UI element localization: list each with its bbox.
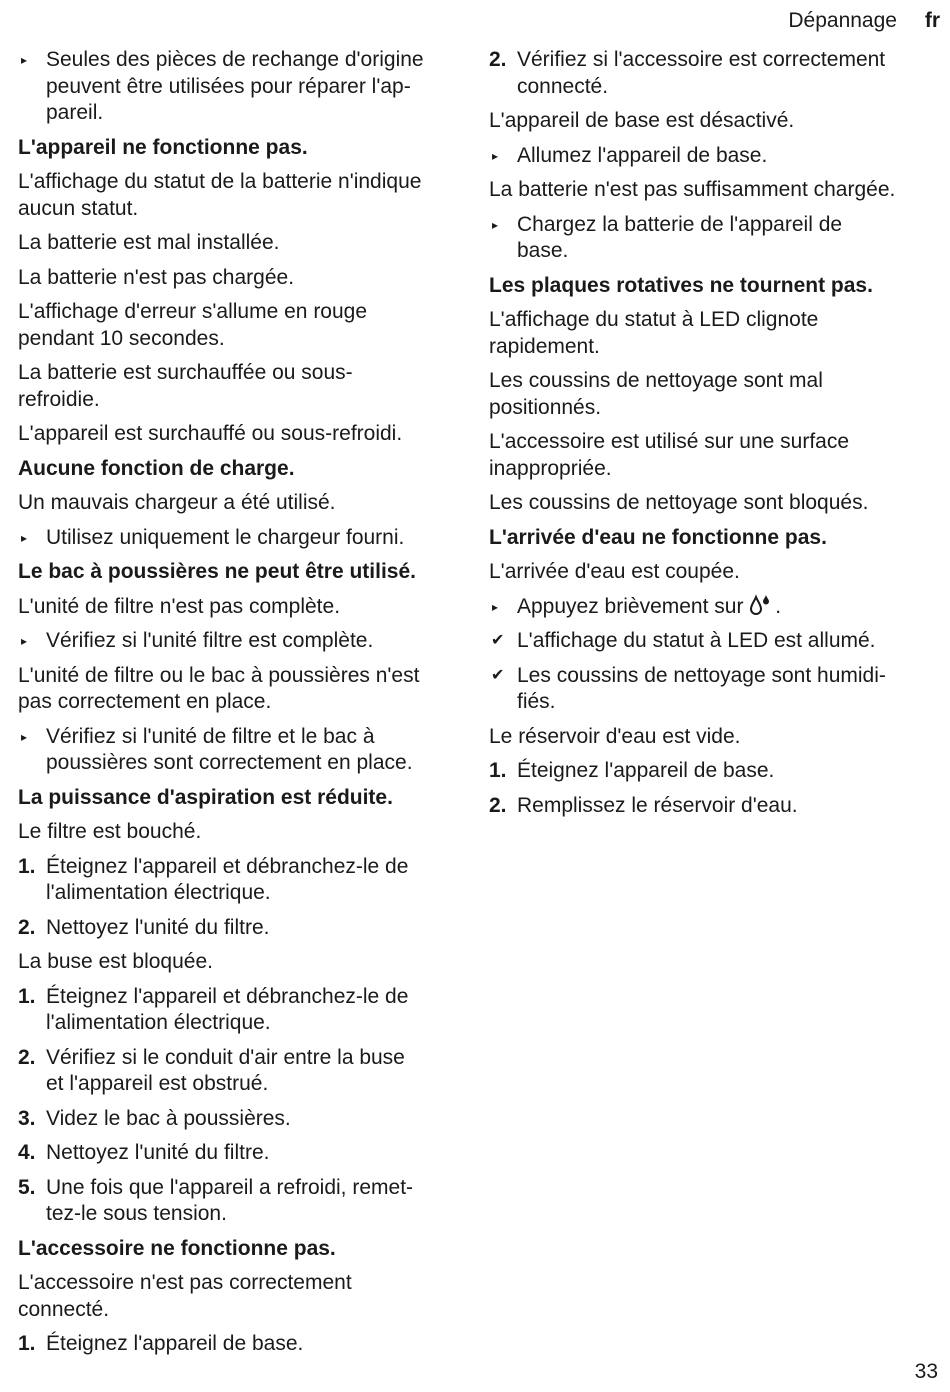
- section-heading: L'accessoire ne fonctionne pas.: [18, 1236, 336, 1260]
- step-number: 1.: [18, 1332, 36, 1355]
- bullet-arrow-icon: ▸: [21, 634, 28, 648]
- item-text: Vérifiez si l'accessoire est correctement connecté.: [517, 48, 886, 98]
- paragraph: L'appareil de base est désactivé.: [489, 109, 795, 132]
- item-text: Éteignez l'appareil de base.: [517, 759, 775, 782]
- left-column: [18, 47, 470, 1366]
- step-number: 1.: [18, 984, 36, 1008]
- step-number: 2.: [18, 1045, 36, 1069]
- step-number: 5.: [18, 1175, 36, 1199]
- right-column: [489, 47, 941, 827]
- bullet-item: [18, 628, 470, 655]
- item-text: Éteignez l'appareil et débranchez-le de l'alimentation électrique.: [46, 854, 409, 904]
- bullet-arrow-icon: ▸: [492, 217, 499, 232]
- step-number: 2.: [489, 48, 507, 71]
- item-text: Remplissez le réservoir d'eau.: [517, 793, 798, 817]
- step-number: 4.: [18, 1141, 36, 1164]
- bullet-item: [489, 143, 941, 170]
- result-item: [489, 663, 941, 716]
- item-text: Vérifiez si l'unité filtre est complète.: [46, 629, 374, 652]
- paragraph: La batterie n'est pas chargée.: [18, 265, 295, 289]
- numbered-step: [489, 793, 941, 820]
- item-text: Allumez l'appareil de base.: [517, 143, 768, 167]
- checkmark-icon: ✔: [491, 632, 505, 649]
- section-heading: Les plaques rotatives ne tournent pas.: [489, 273, 873, 297]
- paragraph: Un mauvais chargeur a été utilisé.: [18, 491, 336, 514]
- item-text: Éteignez l'appareil de base.: [46, 1332, 304, 1355]
- bullet-item: [18, 47, 470, 127]
- paragraph: Les coussins de nettoyage sont bloqués.: [489, 491, 869, 514]
- item-text: Seules des pièces de rechange d'origine peuvent être utilisées pour réparer l'ap- pareil.: [46, 48, 424, 124]
- step-number: 2.: [18, 915, 36, 939]
- paragraph: L'accessoire est utilisé sur une surface inappropriée.: [489, 430, 850, 480]
- item-text: Videz le bac à poussières.: [46, 1106, 291, 1130]
- section-title: Dépannage: [788, 9, 897, 32]
- result-item: [489, 628, 941, 655]
- item-text: Chargez la batterie de l'appareil de base.: [517, 212, 843, 262]
- page-number: 33: [914, 1360, 938, 1383]
- step-number: 1.: [18, 854, 36, 878]
- item-text: Nettoyez l'unité du filtre.: [46, 915, 270, 939]
- bullet-arrow-icon: ▸: [21, 530, 28, 545]
- bullet-item: [18, 525, 470, 552]
- bullet-arrow-icon: ▸: [21, 729, 28, 744]
- item-suffix: .: [775, 594, 782, 618]
- item-text: Éteignez l'appareil et débranchez-le de l'alimentation électrique.: [46, 984, 409, 1034]
- water-drop-icon: [749, 595, 775, 618]
- paragraph: Le réservoir d'eau est vide.: [489, 724, 741, 748]
- numbered-step: [489, 47, 941, 100]
- paragraph: L'accessoire n'est pas correctement connecté.: [18, 1271, 352, 1321]
- numbered-step: [18, 1106, 470, 1133]
- paragraph: L'unité de filtre ou le bac à poussières n'est pas correctement en place.: [18, 663, 420, 713]
- section-heading: L'arrivée d'eau ne fonctionne pas.: [489, 525, 827, 549]
- step-number: 1.: [489, 759, 507, 782]
- paragraph: L'unité de filtre n'est pas complète.: [18, 594, 341, 618]
- step-number: 2.: [489, 793, 507, 817]
- bullet-arrow-icon: ▸: [21, 53, 28, 67]
- numbered-step: [18, 984, 470, 1037]
- bullet-arrow-icon: ▸: [492, 148, 499, 163]
- paragraph: L'affichage d'erreur s'allume en rouge pendant 10 secondes.: [18, 300, 368, 350]
- bullet-item: [489, 594, 941, 621]
- language-code: fr: [924, 9, 940, 32]
- item-text: Appuyez brièvement sur: [517, 594, 744, 618]
- numbered-step: [18, 1045, 470, 1098]
- paragraph: L'affichage du statut de la batterie n'indique aucun statut.: [18, 170, 422, 220]
- paragraph: La batterie est mal installée.: [18, 231, 280, 254]
- item-text: Vérifiez si le conduit d'air entre la buse et l'appareil est obstrué.: [46, 1045, 405, 1095]
- numbered-step: [18, 1331, 470, 1358]
- paragraph: L'arrivée d'eau est coupée.: [489, 560, 740, 583]
- paragraph: L'appareil est surchauffé ou sous-refroidi.: [18, 422, 403, 445]
- section-heading: Le bac à poussières ne peut être utilisé.: [18, 560, 416, 583]
- paragraph: La batterie n'est pas suffisamment chargée.: [489, 178, 896, 201]
- bullet-arrow-icon: ▸: [492, 599, 499, 614]
- paragraph: La buse est bloquée.: [18, 950, 213, 973]
- page-header: [788, 8, 940, 34]
- bullet-item: [18, 724, 470, 777]
- item-text: Vérifiez si l'unité de filtre et le bac à poussières sont correctement en place.: [46, 724, 413, 774]
- paragraph: La batterie est surchauffée ou sous- refroidie.: [18, 361, 353, 411]
- numbered-step: [489, 758, 941, 785]
- section-heading: Aucune fonction de charge.: [18, 456, 295, 480]
- item-text: Une fois que l'appareil a refroidi, remet- tez-le sous tension.: [46, 1175, 414, 1225]
- item-text: L'affichage du statut à LED est allumé.: [517, 629, 876, 652]
- paragraph: L'affichage du statut à LED clignote rapidement.: [489, 308, 819, 358]
- section-heading: La puissance d'aspiration est réduite.: [18, 785, 393, 809]
- item-text: Utilisez uniquement le chargeur fourni.: [46, 525, 405, 549]
- numbered-step: [18, 1140, 470, 1167]
- step-number: 3.: [18, 1106, 36, 1130]
- numbered-step: [18, 1175, 470, 1228]
- paragraph: Le filtre est bouché.: [18, 820, 202, 843]
- bullet-item: [489, 212, 941, 265]
- item-text: Les coussins de nettoyage sont humidi- fiés.: [517, 663, 886, 713]
- checkmark-icon: ✔: [491, 666, 505, 684]
- item-text: Nettoyez l'unité du filtre.: [46, 1141, 270, 1164]
- paragraph: Les coussins de nettoyage sont mal positionnés.: [489, 369, 823, 419]
- numbered-step: [18, 854, 470, 907]
- section-heading: L'appareil ne fonctionne pas.: [18, 135, 308, 159]
- numbered-step: [18, 915, 470, 942]
